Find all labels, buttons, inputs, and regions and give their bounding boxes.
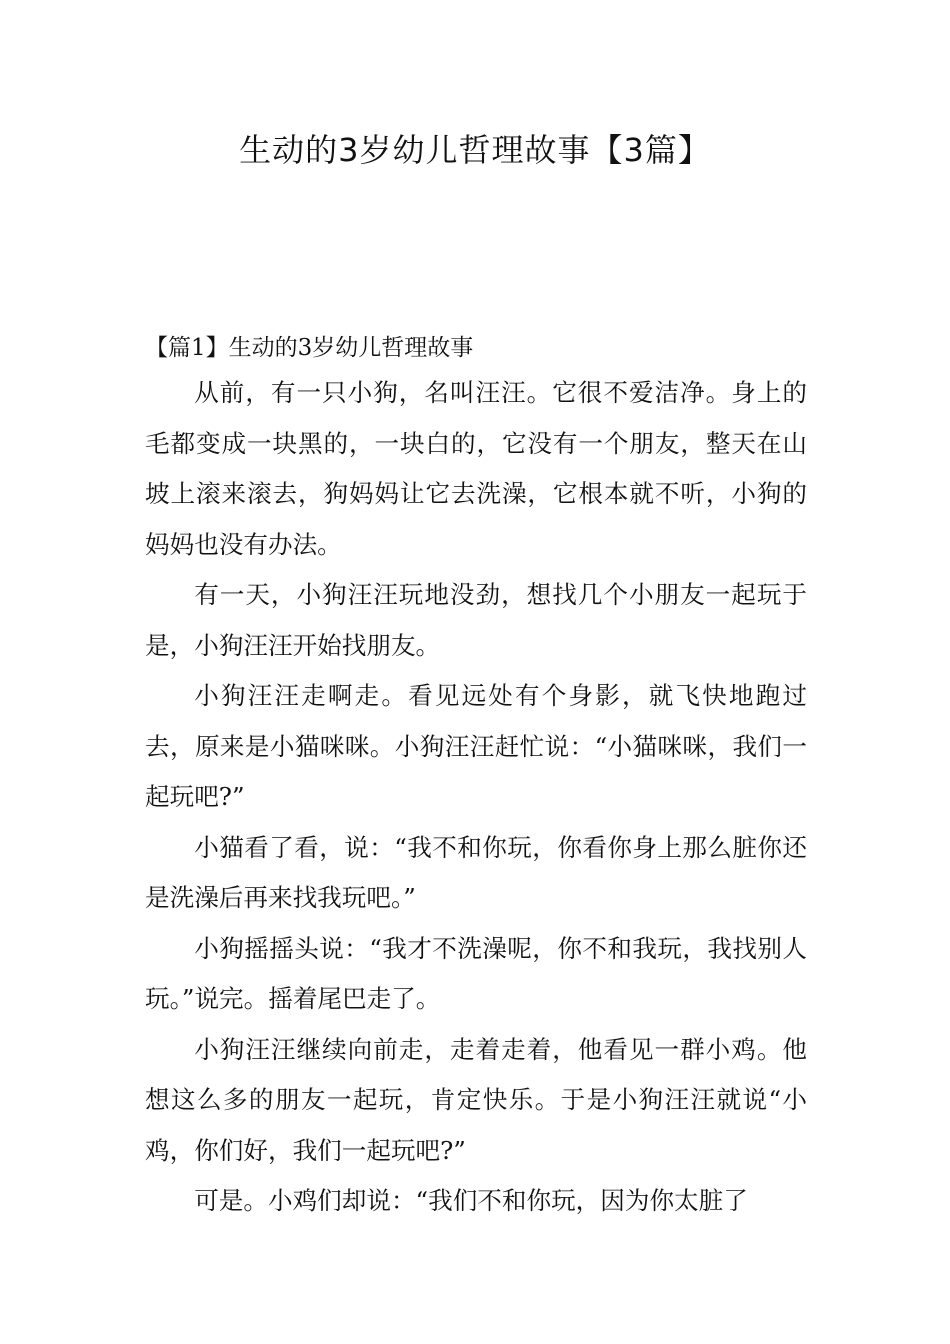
document-body — [145, 328, 807, 1227]
paragraph: 小狗摇摇头说：“我才不洗澡呢，你不和我玩，我找别人玩。”说完。摇着尾巴走了。 — [145, 933, 807, 1013]
section-heading: 【篇1】生动的3岁幼儿哲理故事 — [145, 335, 474, 361]
paragraph: 小狗汪汪继续向前走，走着走着，他看见一群小鸡。他想这么多的朋友一起玩，肯定快乐。于是小狗汪汪就说“小鸡，你们好，我们一起玩吧?” — [145, 1034, 807, 1165]
document-title: 生动的3岁幼儿哲理故事【3篇】 — [239, 131, 711, 169]
paragraph: 有一天，小狗汪汪玩地没劲，想找几个小朋友一起玩于是，小狗汪汪开始找朋友。 — [145, 580, 807, 660]
paragraph: 可是。小鸡们却说：“我们不和你玩，因为你太脏了 — [194, 1186, 748, 1215]
paragraph: 从前，有一只小狗，名叫汪汪。它很不爱洁净。身上的毛都变成一块黑的，一块白的，它没有一个朋友，整天在山坡上滚来滚去，狗妈妈让它去洗澡，它根本就不听，小狗的妈妈也没有办法。 — [145, 378, 807, 559]
paragraph: 小狗汪汪走啊走。看见远处有个身影，就飞快地跑过去，原来是小猫咪咪。小狗汪汪赶忙说：“小猫咪咪，我们一起玩吧?” — [145, 681, 807, 811]
paragraph: 小猫看了看，说：“我不和你玩，你看你身上那么脏你还是洗澡后再来找我玩吧。” — [145, 832, 807, 912]
